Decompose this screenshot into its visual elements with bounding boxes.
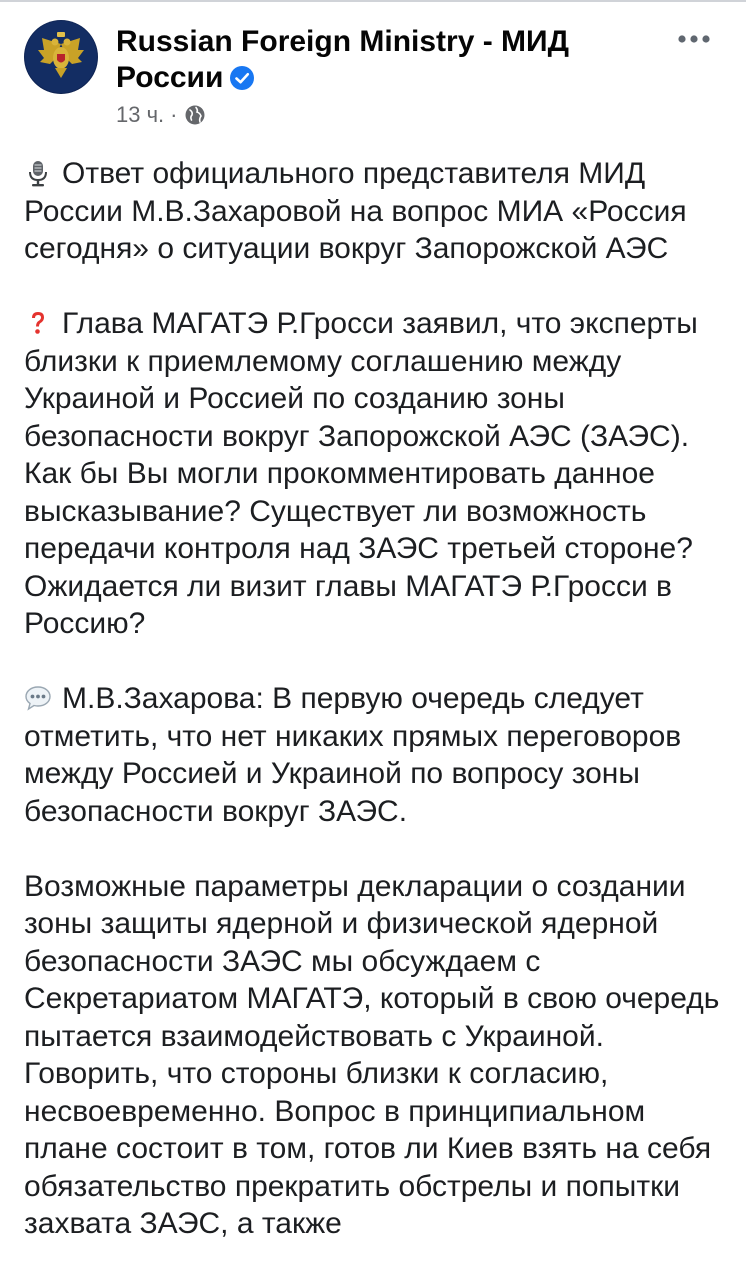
question-text: Глава МАГАТЭ Р.Гросси заявил, что эксперты близки к приемлемому соглашению между Украиной и Россией по созданию зоны безопасности вокруг Запорожской АЭС (ЗАЭС). Как бы Вы могли прокомментировать данное высказывание? Существует ли возможность передачи контроля над ЗАЭС третьей стороне? Ожидается ли визит главы МАГАТЭ Р.Гросси в Россию? [24, 307, 698, 640]
intro-text: Ответ официального представителя МИД России М.В.Захаровой на вопрос МИА «Россия сегодня» о ситуации вокруг Запорожской АЭС [24, 157, 687, 265]
more-options-icon [677, 34, 711, 44]
globe-icon[interactable] [184, 104, 206, 126]
page-avatar[interactable] [24, 20, 98, 94]
speech-bubble-icon [24, 684, 52, 712]
coat-of-arms-icon [24, 20, 98, 94]
meta-separator: · [170, 102, 178, 127]
post-paragraph-question [24, 305, 726, 643]
details-text: Возможные параметры декларации о создании зоны защиты ядерной и физической ядерной безопасности ЗАЭС мы обсуждаем с Секретариатом МАГАТЭ, который в свою очередь пытается взаимодействовать с Украиной. Говорить, что стороны близки к согласию, несвоевременно. Вопрос в принципиальном плане состоит в том, готов ли Киев взять на себя обязательство прекратить обстрелы и попытки захвата ЗАЭС, а также [24, 869, 720, 1240]
more-options-button[interactable] [672, 24, 716, 54]
post-paragraph-intro [24, 155, 726, 268]
post-content [24, 155, 726, 1280]
page-name[interactable] [116, 24, 636, 96]
post-paragraph-details [24, 868, 726, 1243]
question-mark-icon [24, 309, 52, 337]
microphone-icon [24, 159, 52, 187]
answer-text: М.В.Захарова: В первую очередь следует отметить, что нет никаких прямых переговоров между Россией и Украиной по вопросу зоны безопасности вокруг ЗАЭС. [24, 682, 682, 828]
post-paragraph-answer [24, 680, 726, 830]
verified-badge-icon [229, 65, 255, 91]
post-meta [116, 100, 206, 130]
post-header [24, 20, 724, 130]
post-timestamp[interactable]: 13 ч. [116, 102, 165, 127]
page-name-text: Russian Foreign Ministry - МИД России [116, 25, 569, 94]
top-divider [0, 0, 746, 2]
